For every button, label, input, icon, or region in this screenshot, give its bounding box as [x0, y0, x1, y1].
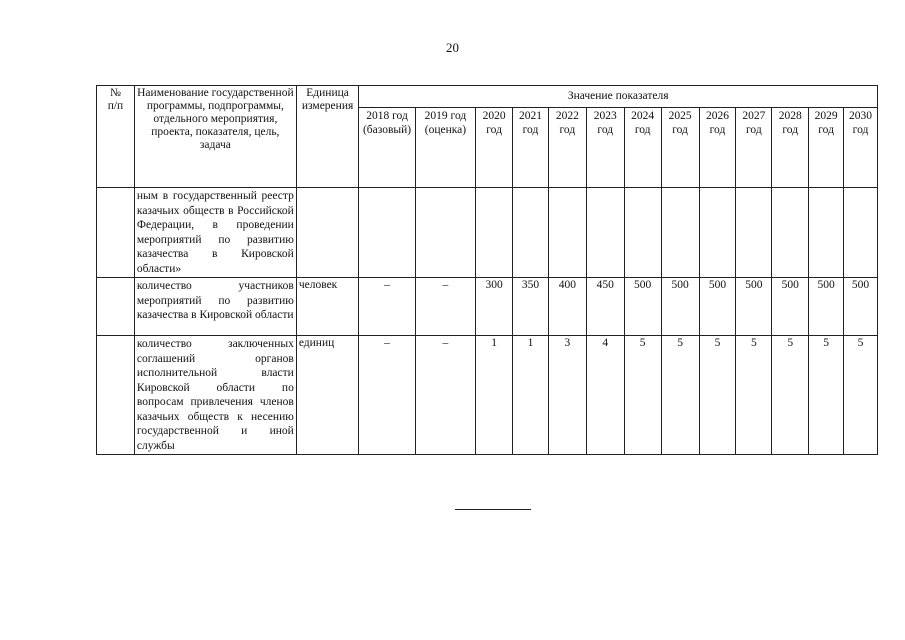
row-value [736, 188, 772, 278]
header-unit [296, 86, 359, 188]
header-year-2023: 2023 год [586, 108, 624, 188]
row-value: – [359, 336, 415, 455]
row-value: 500 [844, 278, 878, 336]
end-divider [455, 509, 531, 510]
row-value [772, 188, 809, 278]
row-value: 5 [736, 336, 772, 455]
header-values-group-text: Значение показателя [567, 90, 669, 102]
row-value: 500 [699, 278, 736, 336]
row-num [97, 188, 135, 278]
row-num [97, 278, 135, 336]
row-value [844, 188, 878, 278]
table-row [97, 188, 878, 278]
row-name: ным в государственный реестр казачьих обществ в Российской Федерации, в проведении мероприятий по развитию казачества в Кировской области» [134, 188, 296, 278]
row-value [359, 188, 415, 278]
row-value [476, 188, 513, 278]
row-value: 500 [736, 278, 772, 336]
row-value: 300 [476, 278, 513, 336]
row-value: 5 [772, 336, 809, 455]
row-value [809, 188, 844, 278]
row-value [624, 188, 661, 278]
header-num [97, 86, 135, 188]
row-value [699, 188, 736, 278]
row-value [586, 188, 624, 278]
page-number: 20 [446, 40, 459, 55]
header-year-2024: 2024 год [624, 108, 661, 188]
row-value: 450 [586, 278, 624, 336]
row-num [97, 336, 135, 455]
row-value: 5 [699, 336, 736, 455]
header-year-2029: 2029 год [809, 108, 844, 188]
row-value: 1 [513, 336, 549, 455]
row-unit: человек [296, 278, 359, 336]
row-value: 3 [548, 336, 586, 455]
header-year-2030: 2030 год [844, 108, 878, 188]
row-unit: единиц [296, 336, 359, 455]
header-year-2022: 2022 год [548, 108, 586, 188]
row-value: – [415, 336, 475, 455]
header-num-text: № п/п [107, 87, 124, 112]
header-year-2021: 2021 год [513, 108, 549, 188]
row-value: 400 [548, 278, 586, 336]
header-year-2019: 2019 год (оценка) [415, 108, 475, 188]
row-value: 5 [661, 336, 699, 455]
row-value [513, 188, 549, 278]
row-value [548, 188, 586, 278]
row-value: 5 [809, 336, 844, 455]
header-year-2018: 2018 год (базовый) [359, 108, 415, 188]
header-name [134, 86, 296, 188]
row-value: 500 [772, 278, 809, 336]
row-value: 500 [624, 278, 661, 336]
row-value: – [415, 278, 475, 336]
row-value [661, 188, 699, 278]
row-value: 350 [513, 278, 549, 336]
row-value: 5 [624, 336, 661, 455]
row-name: количество заключенных соглашений органов исполнительной власти Кировской области по вопросам привлечения членов казачьих обществ к несению государственной и иной службы [134, 336, 296, 455]
header-year-2028: 2028 год [772, 108, 809, 188]
table-row [97, 278, 878, 336]
row-value: 1 [476, 336, 513, 455]
header-unit-text: Единица измерения [301, 87, 354, 112]
header-values-group [359, 86, 878, 108]
header-year-2025: 2025 год [661, 108, 699, 188]
row-value [415, 188, 475, 278]
row-value: 500 [661, 278, 699, 336]
row-value: 5 [844, 336, 878, 455]
row-name: количество участников мероприятий по развитию казачества в Кировской области [134, 278, 296, 336]
indicator-table [96, 85, 878, 455]
row-value: 500 [809, 278, 844, 336]
header-year-2026: 2026 год [699, 108, 736, 188]
row-value: – [359, 278, 415, 336]
header-name-text: Наименование государственной программы, подпрограммы, отдельного мероприятия, проекта, показателя, цель, задача [137, 87, 294, 151]
row-unit [296, 188, 359, 278]
header-year-2020: 2020 год [476, 108, 513, 188]
header-year-2027: 2027 год [736, 108, 772, 188]
table-row [97, 336, 878, 455]
row-value: 4 [586, 336, 624, 455]
